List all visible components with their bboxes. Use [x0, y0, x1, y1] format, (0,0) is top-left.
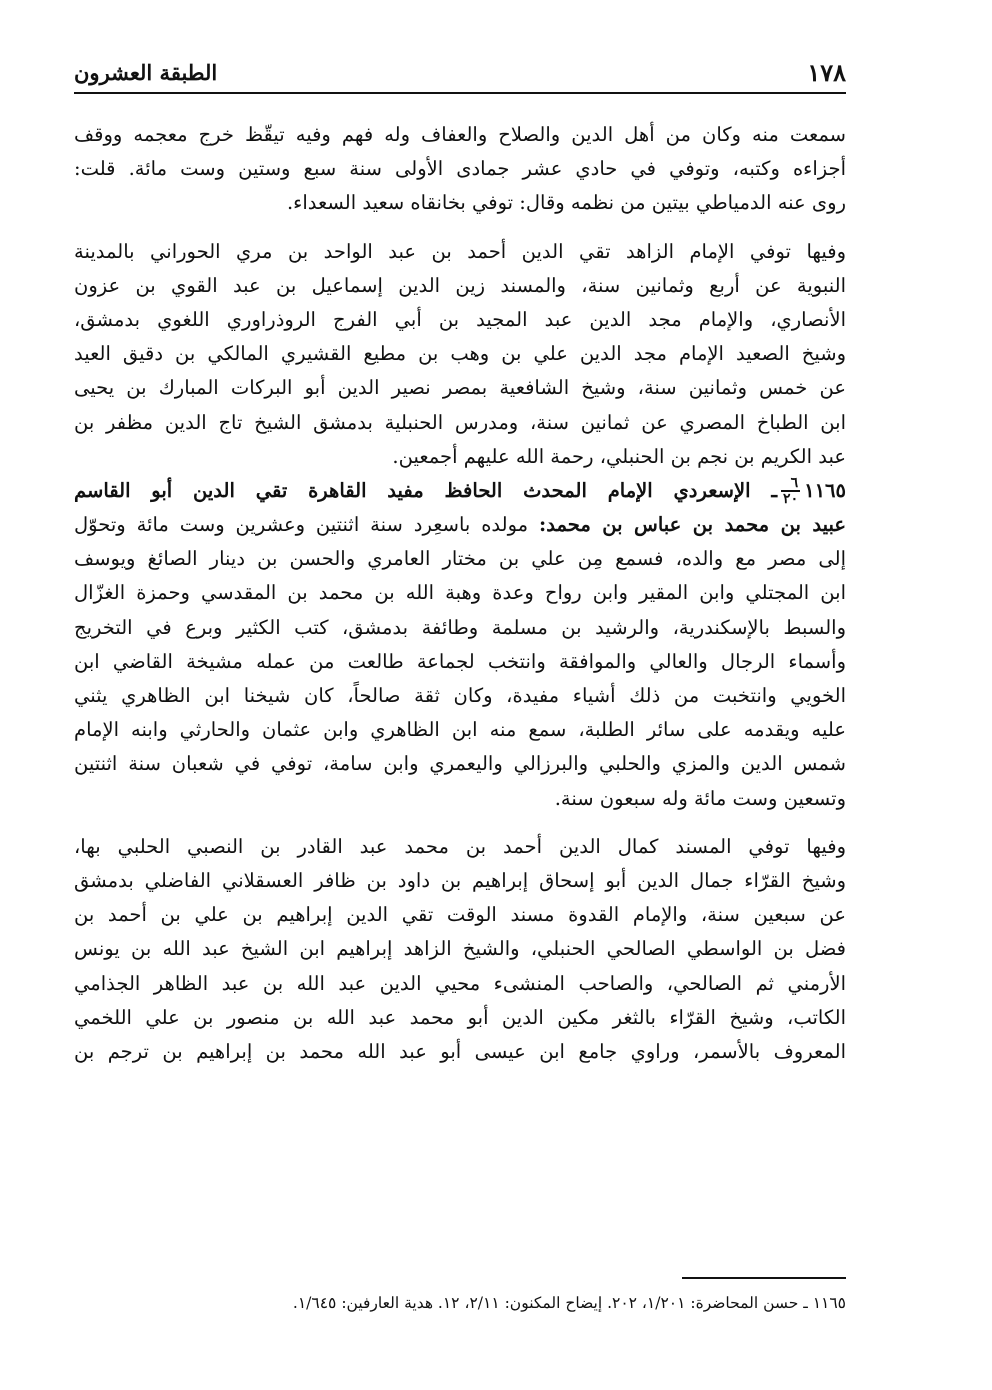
- text-line: الخويي وانتخبت من ذلك أشياء مفيدة، وكان ثقة صالحاً، كان شيخنا ابن الظاهري يثني: [74, 684, 846, 707]
- text-line: وفيها توفي المسند كمال الدين أحمد بن محمد عبد القادر بن النصبي الحلبي بها،: [74, 834, 846, 858]
- footnote: ١١٦٥ ـ حسن المحاضرة: ١/٢٠١، ٢٠٢. إيضاح المكنون: ٢/١١، ١٢. هدية العارفين: ١/٦٤٥.: [292, 1294, 846, 1312]
- text-line: عن خمس وثمانين سنة، وشيخ الشافعية بمصر نصير الدين أبو البركات المبارك بن يحيى: [74, 376, 846, 400]
- page-number: ١٧٨: [807, 58, 846, 87]
- text-line: شمس الدين والمزي والحلبي والبرزالي واليعمري وابن سامة، توفي في شعبان سنة اثنتين: [74, 752, 846, 776]
- text-line: وشيخ القرّاء جمال الدين أبو إسحاق إبراهيم بن داود بن ظافر العسقلاني الفاضلي بدمشق: [74, 868, 846, 892]
- text-line: وشيخ الصعيد الإمام مجد الدين علي بن وهب بن مطيع القشيري المالكي بن دقيق العيد: [74, 342, 846, 366]
- paragraph: [74, 118, 846, 221]
- text-line: الأنصاري، والإمام مجد الدين عبد المجيد بن أبي الفرج الروذراوري اللغوي بدمشق،: [74, 307, 846, 331]
- text-line: النبوية عن أربع وثمانين سنة، والمسند زين الدين إسماعيل بن عبد القوي بن عزون: [74, 273, 846, 297]
- text-line: إلى مصر مع والده، فسمع مِن علي بن مختار العامري والحسن بن دينار الصائغ ويوسف: [74, 547, 846, 571]
- text-line: ابن الطباخ المصري عن ثمانين سنة، ومدرس الحنبلية بدمشق الشيخ تاج الدين مظفر بن: [74, 410, 846, 434]
- entry-text: مولده باسعِرد سنة اثنتين وعشرين وست مائة وتحوّل: [74, 513, 529, 537]
- fraction-numerator: ٦: [781, 476, 800, 492]
- text-line: أجزاءه وكتبه، وتوفي في حادي عشر جمادى الأولى سنة سبع وستين وست مائة. قلت:: [74, 157, 846, 181]
- text-line: عليه ويقدمه على سائر الطلبة، سمع منه ابن الظاهري وابن عثمان والحارثي وابنه الإمام: [74, 718, 846, 742]
- text-line: روى عنه الدمياطي بيتين من نظمه وقال: توفي بخانقاه سعيد السعداء.: [286, 191, 846, 215]
- fraction-denominator: ٢٠: [783, 491, 799, 508]
- text-line: وتسعين وست مائة وله سبعون سنة.: [554, 786, 846, 810]
- text-line: الأرمني ثم الصالحي، والصاحب المنشىء محيي الدين عبد الله بن عبد الظاهر الجذامي: [74, 971, 846, 995]
- entry-name-bold: عبيد بن محمد بن عباس بن محمد:: [539, 513, 846, 537]
- page-header: [74, 52, 846, 94]
- running-head: الطبقة العشرون: [74, 60, 218, 85]
- biography-entry: [74, 474, 846, 816]
- paragraph: [74, 235, 846, 474]
- entry-number: ١١٦٥: [804, 478, 846, 502]
- text-line: فضل بن الواسطي الصالحي الحنبلي، والشيخ الزاهد إبراهيم ابن الشيخ عبد الله بن يونس: [74, 937, 846, 961]
- entry-heading: [74, 474, 846, 508]
- text-line: عبد الكريم بن نجم بن الحنبلي، رحمة الله عليهم أجمعين.: [392, 444, 846, 468]
- entry-fraction: [781, 476, 800, 506]
- text-line: المعروف بالأسمر، وراوي جامع ابن عيسى أبو عبد الله محمد بن إبراهيم بن ترجم بن: [74, 1039, 846, 1063]
- paragraph: [74, 830, 846, 1069]
- entry-heading-text: ـ الإسعردي الإمام المحدث الحافظ مفيد القاهرة تقي الدين أبو القاسم: [74, 478, 778, 502]
- text-line: سمعت منه وكان من أهل الدين والصلاح والعفاف وله فهم وفيه تيقّظ خرج معجمه ووقف: [74, 123, 846, 146]
- text-line: وفيها توفي الإمام الزاهد تقي الدين أحمد بن عبد الواحد بن مري الحوراني بالمدينة: [74, 239, 846, 263]
- footnote-separator: [682, 1277, 846, 1279]
- text-line: عن سبعين سنة، والإمام القدوة مسند الوقت تقي الدين إبراهيم بن علي بن أحمد بن: [74, 903, 846, 927]
- text-line: الكاتب، وشيخ القرّاء بالثغر مكين الدين أبو محمد عبد الله بن منصور بن علي اللخمي: [74, 1005, 846, 1029]
- text-line: [74, 508, 846, 542]
- main-text: [74, 118, 846, 1069]
- text-line: ابن المجتلي وابن المقير وابن رواح وعدة وهبة الله بن محمد بن المقدسي وحمزة الغزّال: [74, 581, 846, 605]
- text-line: والسبط بالإسكندرية، والرشيد بن مسلمة وطائفة بدمشق، كتب الكثير وبرع في التخريج: [74, 615, 846, 639]
- text-line: وأسماء الرجال والعالي والموافقة وانتخب لجماعة طالعت من عمله مشيخة القاضي ابن: [74, 649, 846, 673]
